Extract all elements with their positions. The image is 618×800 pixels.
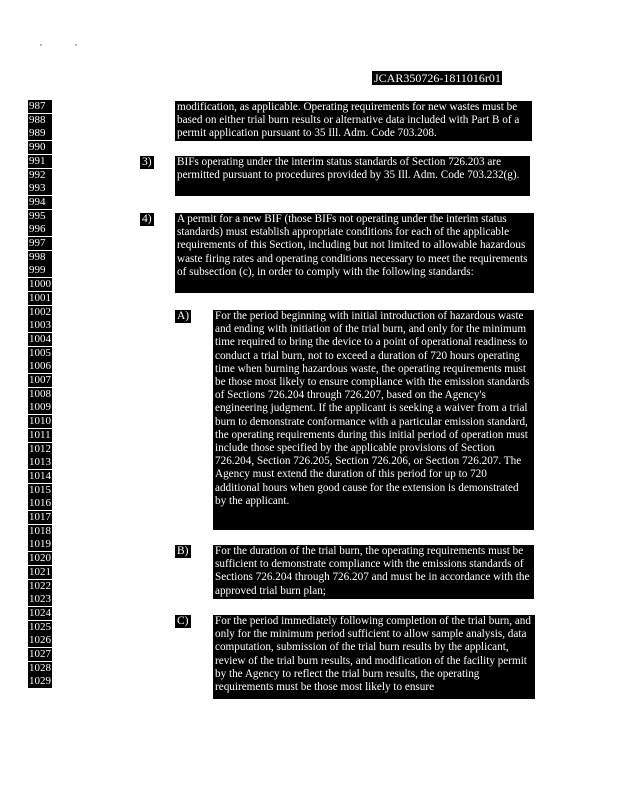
line-number: 1018 [29, 524, 51, 537]
line-number: 991 [28, 155, 52, 168]
line-number: 1016 [29, 497, 51, 510]
line-number: 1026 [29, 634, 51, 647]
marker-4: 4) [142, 213, 152, 225]
line-number: 1000 [29, 278, 51, 291]
line-number: 1011 [29, 428, 51, 441]
paragraph-a: For the period beginning with initial introduction of hazardous waste and ending with initiation of the trial burn, and only for the minimum time required to bring the device to a point of operational readiness to conduct a trial burn, not to exceed a duration of 720 hours operating time when burning hazardous waste, the operating requirements must be those most likely to ensure compliance with the emission standards of Sections 726.204 through 726.207, based on the Agency's engineering judgment. If the applicant is seeking a waiver from a trial burn to demonstrate conformance with a particular emission standard, the operating requirements during this initial period of operation must include those specified by the applicable provisions of Section 726.204, Section 726.205, Section 726.206, or Section 726.207. The Agency must extend the duration of this period for up to 720 additional hours when good cause for the extension is demonstrated by the applicant. [213, 310, 534, 530]
marker-3: 3) [142, 156, 152, 168]
line-number: 1009 [29, 401, 51, 414]
line-number: 988 [28, 114, 52, 127]
line-number: 1003 [29, 319, 51, 332]
line-number: 1021 [29, 565, 51, 578]
paragraph-3: BIFs operating under the interim status standards of Section 726.203 are permitted pursuant to procedures provided by 35 Ill. Adm. Code 703.232(g). [175, 156, 530, 196]
line-number: 1023 [29, 593, 51, 606]
line-number: 1019 [29, 538, 51, 551]
line-number: 1015 [29, 483, 51, 496]
line-number: 1014 [29, 469, 51, 482]
line-number: 989 [28, 127, 52, 140]
line-number: 1022 [29, 579, 51, 592]
paragraph-continuation: modification, as applicable. Operating requirements for new wastes must be based on either trial burn results or alternative data included with Part B of a permit application pursuant to 35 Ill. Adm. Code 703.208. [175, 101, 532, 141]
line-number: 1024 [29, 606, 51, 619]
line-number: 995 [28, 210, 52, 223]
line-number: 1029 [29, 675, 51, 688]
line-number: 1012 [29, 442, 51, 455]
marker-a: A) [177, 310, 190, 322]
line-number: 1010 [29, 415, 51, 428]
line-number: 1007 [29, 374, 51, 386]
marker-c: C) [177, 615, 189, 627]
paragraph-b: For the duration of the trial burn, the operating requirements must be sufficient to demonstrate compliance with the emissions standards of Sections 726.204 through 726.207 and must be in accordance with the approved trial burn plan; [213, 545, 534, 599]
document-code: JCAR350726-1811016r01 [374, 71, 501, 85]
line-number: 1005 [29, 346, 51, 359]
line-number: 998 [28, 251, 52, 264]
line-number: 1001 [29, 291, 51, 304]
line-number: 997 [28, 237, 52, 250]
line-number: 996 [28, 223, 52, 236]
line-number: 1025 [29, 620, 51, 633]
paragraph-c: For the period immediately following completion of the trial burn, and only for the minimum period sufficient to allow sample analysis, data computation, submission of the trial burn results by the applicant, review of the trial burn results, and modification of the facility permit by the Agency to reflect the trial burn results, the operating requirements must be those most likely to ensure [213, 615, 535, 699]
line-number: 987 [28, 100, 52, 113]
paragraph-4: A permit for a new BIF (those BIFs not operating under the interim status standards) must establish appropriate conditions for each of the applicable requirements of this Section, including but not limited to allowable hazardous waste firing rates and operating conditions necessary to meet the requirements of subsection (c), in order to comply with the following standards: [175, 213, 534, 293]
line-number: 1020 [29, 552, 51, 565]
line-number: 992 [28, 169, 52, 182]
marker-b: B) [177, 545, 189, 557]
line-number: 993 [28, 182, 52, 195]
line-number: 1002 [29, 305, 51, 318]
scan-speck [75, 44, 77, 46]
line-number: 1027 [29, 648, 51, 660]
line-number: 1017 [29, 511, 51, 523]
line-number: 1004 [29, 332, 51, 345]
line-number: 990 [28, 141, 52, 154]
scan-speck [40, 44, 42, 46]
line-number: 1028 [29, 661, 51, 674]
line-number: 1013 [29, 456, 51, 469]
line-number: 1008 [29, 387, 51, 400]
line-number: 1006 [29, 360, 51, 373]
line-number: 994 [28, 196, 52, 209]
line-number: 999 [28, 264, 52, 277]
